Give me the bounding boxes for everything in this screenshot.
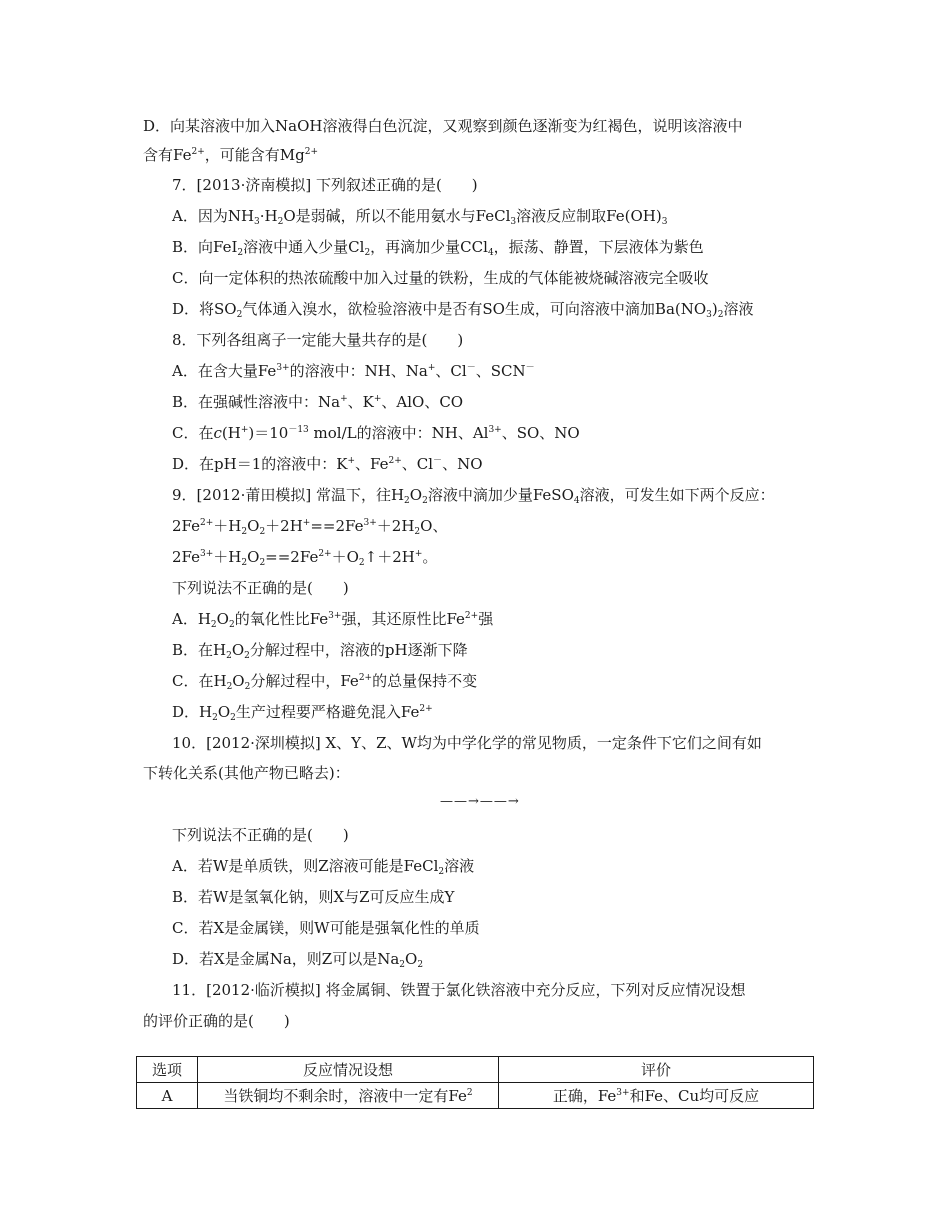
question-9-equation-2: $2Fe^{3+}+H_2O_2==2Fe^{2+}+O_2↑+2H^+$。 [172, 548, 438, 568]
question-9-sub-stem: 下列说法不正确的是( ) [172, 579, 349, 597]
question-8-stem: 8．下列各组离子一定能大量共存的是( ) [172, 331, 464, 349]
option-d-prev-line2: 含有$Fe^{2+}$，可能含有$Mg^{2+}$ [143, 146, 318, 164]
question-9-option-a: A．$H_2O_2$的氧化性比$Fe^{3+}$强，其还原性比$Fe^{2+}$强 [172, 610, 494, 630]
question-11-stem-line1: 11．[2012·临沂模拟] 将金属铜、铁置于氯化铁溶液中充分反应，下列对反应情况设想 [172, 981, 746, 999]
question-10-option-d: D．若X是金属Na，则Z可以是$Na_2O_2$ [172, 950, 424, 970]
question-8-option-d: D．在pH＝1的溶液中：K+、$Fe^{2+}$、Cl－、NO [172, 455, 483, 473]
table-row [137, 1083, 814, 1109]
question-11-stem-line2: 的评价正确的是( ) [143, 1012, 290, 1030]
question-9-equation-1: $2Fe^{2+}+H_2O_2+2H^+==2Fe^{3+}+2H_2O$、 [172, 517, 448, 537]
question-9-option-b: B．在$H_2O_2$分解过程中，溶液的pH逐渐下降 [172, 641, 468, 661]
question-8-option-b: B．在强碱性溶液中：Na+、K+、AlO、CO [172, 393, 464, 411]
question-8-option-c: C．在$c(H^+)=10^{-13}$ mol/L的溶液中：NH、$Al^{3+}$、SO、NO [172, 424, 580, 442]
option-d-prev-line1: D．向某溶液中加入NaOH溶液得白色沉淀，又观察到颜色逐渐变为红褐色，说明该溶液中 [143, 117, 743, 135]
question-9-stem: 9．[2012·莆田模拟] 常温下，往$H_2O_2$溶液中滴加少量FeSO$_4$溶液，可发生如下两个反应： [172, 486, 775, 506]
question-7-option-d: D．将$SO_2$气体通入溴水，欲检验溶液中是否有SO生成，可向溶液中滴加$Ba(NO_3)_2$溶液 [172, 300, 754, 320]
question-9-option-c: C．在$H_2O_2$分解过程中，$Fe^{2+}$的总量保持不变 [172, 672, 478, 692]
question-7-option-c: C．向一定体积的热浓硫酸中加入过量的铁粉，生成的气体能被烧碱溶液完全吸收 [172, 269, 709, 287]
table-header-row [137, 1057, 814, 1083]
cell-scenario: 当铁铜均不剩余时，溶液中一定有Fe$^2$ [198, 1083, 499, 1109]
question-10-option-a: A．若W是单质铁，则Z溶液可能是FeCl$_2$溶液 [172, 857, 475, 877]
question-7-option-a: A．因为$NH_3\cdot H_2O$是弱碱，所以不能用氨水与FeCl$_3$溶液反应制取$Fe(OH)_3$ [172, 207, 668, 227]
question-10-option-c: C．若X是金属镁，则W可能是强氧化性的单质 [172, 919, 480, 937]
conversion-arrows: ——→——→ [440, 794, 520, 809]
question-7-stem: 7．[2013·济南模拟] 下列叙述正确的是( ) [172, 176, 478, 194]
evaluation-table [136, 1056, 814, 1109]
question-10-sub-stem: 下列说法不正确的是( ) [172, 826, 349, 844]
cell-evaluation: 正确，$Fe^{3+}$和Fe、Cu均可反应 [499, 1083, 814, 1109]
cell-option: A [137, 1083, 198, 1109]
question-10-option-b: B．若W是氢氧化钠，则X与Z可反应生成Y [172, 888, 455, 906]
question-8-option-a: A．在含大量$Fe^{3+}$的溶液中：NH、Na+、Cl－、SCN－ [172, 362, 535, 380]
header-option: 选项 [137, 1057, 198, 1083]
question-7-option-b: B．向FeI$_2$溶液中通入少量$Cl_2$，再滴加少量CCl$_4$，振荡、静置，下层液体为紫色 [172, 238, 704, 258]
header-evaluation: 评价 [499, 1057, 814, 1083]
header-scenario: 反应情况设想 [198, 1057, 499, 1083]
question-10-stem-line1: 10．[2012·深圳模拟] X、Y、Z、W均为中学化学的常见物质，一定条件下它们之间有如 [172, 734, 762, 752]
question-9-option-d: D．$H_2O_2$生产过程要严格避免混入$Fe^{2+}$ [172, 703, 433, 723]
question-10-stem-line2: 下转化关系(其他产物已略去)： [143, 764, 350, 782]
